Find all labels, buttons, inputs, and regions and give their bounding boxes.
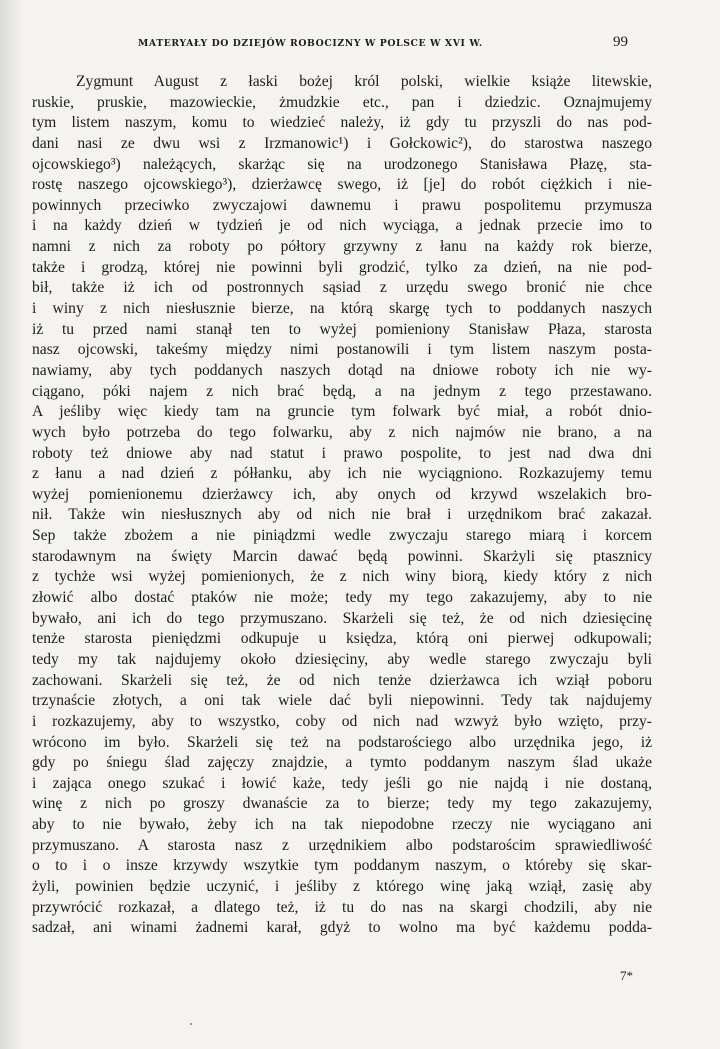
text-line: namni z nich za roboty po półtory grzywny z łanu na każdy rok bierze, [32,238,652,256]
paper-speck [190,1023,192,1025]
text-line: przywrócić rozkazał, a dlatego też, iż tu do nas na skargi chodzili, aby nie [32,898,652,916]
text-line: nasz ojcowski, takeśmy między nimi postanowili i tym listem naszym posta- [32,341,652,359]
text-line: wych było potrzeba do tego folwarku, aby z nich najmów nie brano, a na [32,423,652,441]
text-line: i winy z nich niesłusznie bierze, na którą skargę tych to poddanych naszych [32,300,652,318]
text-line: gdy po śniegu ślad zajęczy znajdzie, a tymto poddanym naszym ślad ukaże [32,754,652,772]
text-line: bywało, ani ich do tego przymuszano. Skarżeli się też, że od nich dziesięcinę [32,609,652,627]
body-text [32,72,652,939]
text-line: zachowani. Skarżeli się też, że od nich tenże dzierżawca ich wziął poboru [32,671,652,689]
text-line: A jeśliby więc kiedy tam na gruncie tym folwark być miał, a robót dnio- [32,403,652,421]
text-line: rostę naszego ojcowskiego³), dzierżawcę swego, iż [je] do robót ciężkich i nie- [32,176,652,194]
text-line: aby to nie bywało, żeby ich na tak niepodobne rzeczy nie wyciągano ani [32,816,652,834]
text-line: złowić albo dostać ptaków nie może; tedy my tego zakazujemy, aby to nie [32,589,652,607]
text-line: bił, także iż ich od postronnych sąsiad z urzędu swego bronić nie chce [32,279,652,297]
text-line: tenże starosta pieniędzmi odkupuje u księdza, którą oni pierwej odkupowali; [32,630,652,648]
running-title: MATERYAŁY DO DZIEJÓW ROBOCIZNY W POLSCE W XVI W. [138,38,483,49]
text-line: iż tu przed nami stanął ten to wyżej pomieniony Stanisław Płaza, starosta [32,320,652,338]
text-line: powinnych przeciwko zwyczajowi dawnemu i prawu pospolitemu przymusza [32,196,652,214]
text-line: sadzał, ani winami żadnemi karał, gdyż to wolno ma być każdemu podda- [32,919,652,937]
text-line: nił. Także win niesłusznych aby od nich nie brał i urzędnikom brać zakazał. [32,506,652,524]
text-line: nawiamy, aby tych poddanych naszych dotąd na dniowe roboty ich nie wy- [32,361,652,379]
text-line: Sep także zbożem a nie piniądzmi wedle zwyczaju starego miarą i korcem [32,527,652,545]
text-line: przymuszano. A starosta nasz z urzędnikiem albo podstarościm sprawiedliwość [32,836,652,854]
text-line: z tychże wsi wyżej pomienionych, że z nich winy biorą, kiedy który z nich [32,568,652,586]
text-line: także i grodzą, której nie powinni byli grodzić, tylko za dzień, na nie pod- [32,258,652,276]
text-line: żyli, powinien będzie uczynić, i jeśliby z którego winę jaką wziął, zasię aby [32,877,652,895]
text-line: starodawnym na święty Marcin dawać będą powinni. Skarżyli się ptasznicy [32,547,652,565]
text-line: ojcowskiego³) należących, skarżąc się na urodzonego Stanisława Płazę, sta- [32,155,652,173]
text-line: tym listem naszym, komu to wiedzieć należy, iż gdy tu przyszli do nas pod- [32,114,652,132]
text-line: ciągano, póki najem z nich brać będą, a na jednym z tego przestawano. [32,382,652,400]
text-line: tedy my tak najdujemy około dziesięciny, aby wedle starego zwyczaju byli [32,650,652,668]
page-number: 99 [613,34,628,50]
text-line: roboty też dniowe aby nad statut i prawo pospolite, to jest nad dwa dni [32,444,652,462]
text-line: z łanu a nad dzień z półłanku, aby ich nie wyciągniono. Rozkazujemy temu [32,465,652,483]
text-line: o to i o insze krzywdy wszytkie tym poddanym naszym, o któreby się skar- [32,857,652,875]
binding-shadow [0,0,22,1049]
text-line: wrócono im było. Skarżeli się też na podstarościego albo urzędnika jego, iż [32,733,652,751]
printer-signature-mark: 7* [620,968,633,983]
text-line: dani nasi ze dwu wsi z Irzmanowic¹) i Gołckowic²), do starostwa naszego [32,134,652,152]
text-line: ruskie, pruskie, mazowieckie, żmudzkie etc., pan i dziedzic. Oznajmujemy [32,93,652,111]
text-line: trzynaście złotych, a oni tak wiele dać byli niepowinni. Tedy tak najdujemy [32,692,652,710]
text-line: wyżej pomienionemu dzierżawcy ich, aby onych od krzywd wszelakich bro- [32,485,652,503]
text-line: i zająca onego szukać i łowić każe, tedy jeśli go nie najdą i nie dostaną, [32,774,652,792]
text-line: i rozkazujemy, aby to wszystko, coby od nich nad wzwyż było wzięto, przy- [32,712,652,730]
text-line: winę z nich po groszy dwanaście za to bierze; tedy my tego zakazujemy, [32,795,652,813]
page-header [138,34,638,54]
text-line: Zygmunt August z łaski bożej król polski, wielkie książe litewskie, [76,73,652,90]
text-line: i na każdy dzień w tydzień je od nich wyciąga, a jednak przecie imo to [32,217,652,235]
